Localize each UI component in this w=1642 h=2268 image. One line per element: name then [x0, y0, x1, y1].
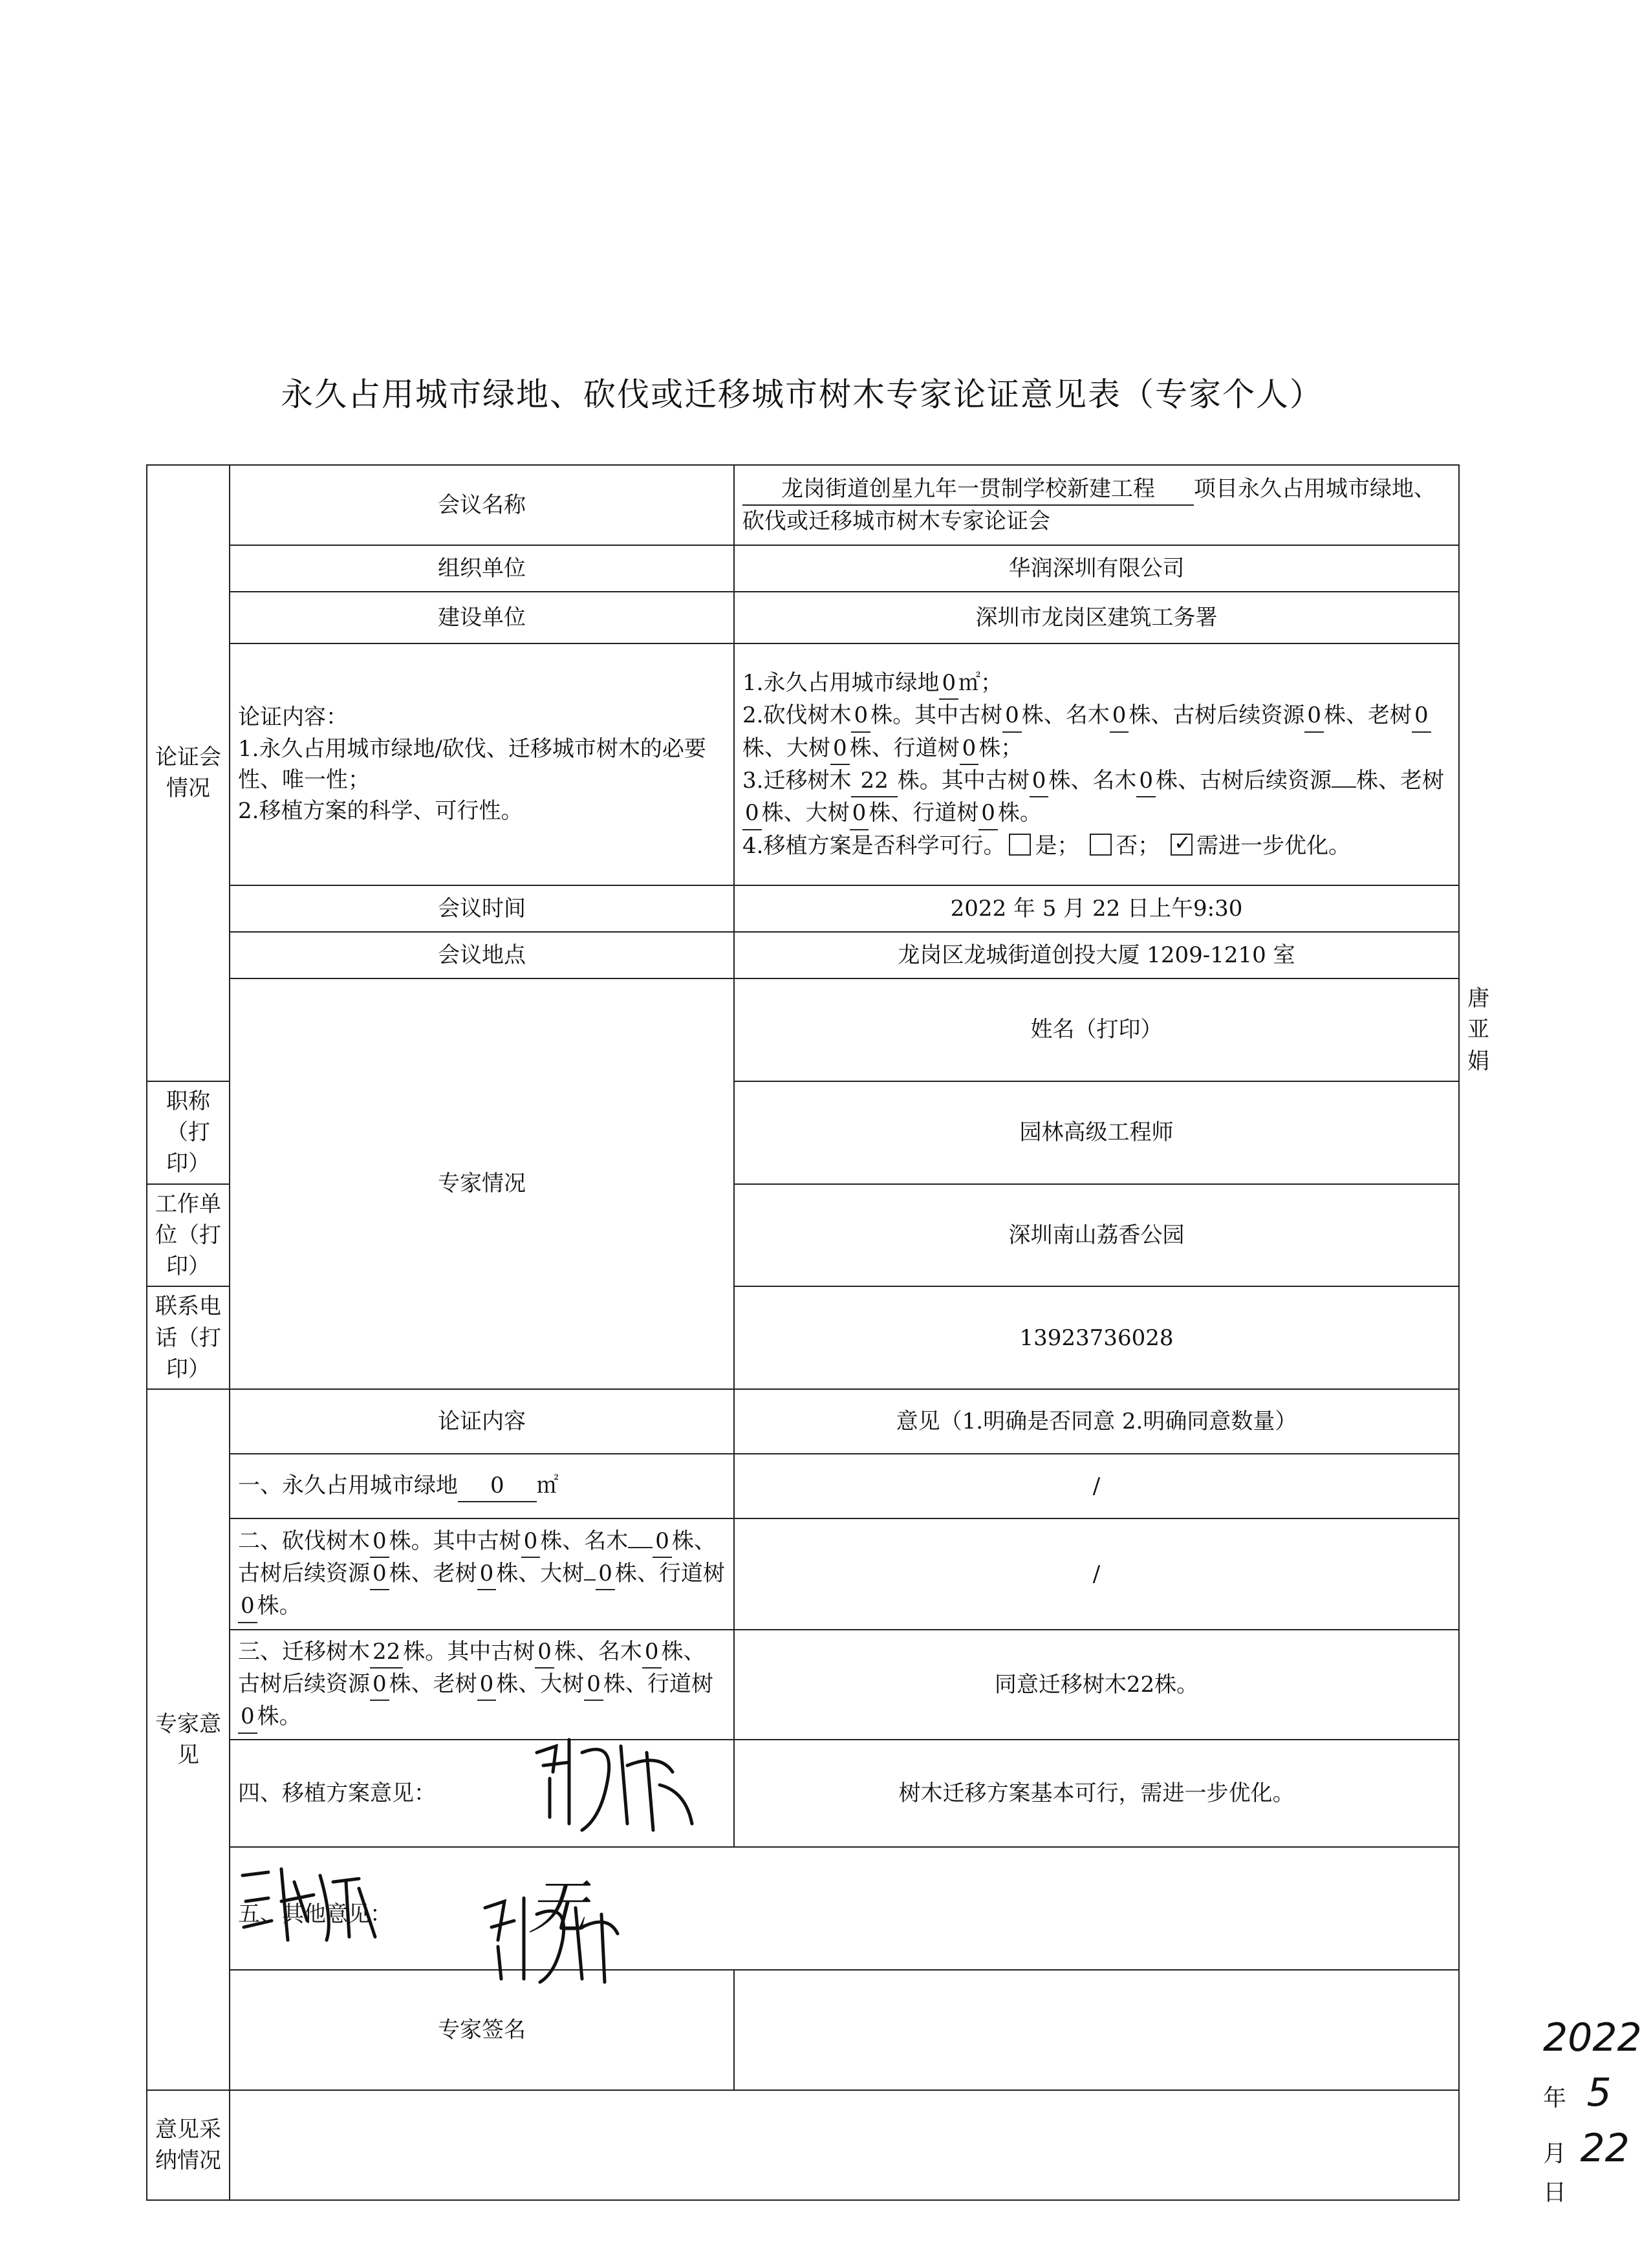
content-left-line-1: 1.永久占用城市绿地/砍伐、迁移城市树木的必要性、唯一性；: [238, 735, 706, 793]
content-line-4: 4.移植方案是否科学可行。 是； 否； ✓ 需进一步优化。: [742, 830, 1451, 861]
expert-phone-value: 13923736028: [734, 1286, 1459, 1389]
opinion-item-1-value: /: [734, 1454, 1459, 1518]
opinion-header-left: 论证内容: [230, 1389, 734, 1454]
opinion-item-4-label: 四、移植方案意见：: [230, 1740, 734, 1847]
content-left-line-0: 论证内容：: [238, 704, 348, 731]
builder-label: 建设单位: [230, 592, 734, 643]
place-value: 龙岗区龙城街道创投大厦 1209-1210 室: [734, 932, 1459, 978]
adoption-cell: [230, 2090, 1459, 2200]
expert-signature: [530, 1727, 698, 1837]
opinion-item-5: [230, 1847, 1459, 1970]
expert-name-label: 姓名（打印）: [734, 978, 1459, 1081]
section-signature-label: 专家签名: [230, 1970, 734, 2090]
opinion-item-2-value: /: [734, 1518, 1459, 1630]
signature-date: 2022 年 5 月 22 日: [1543, 2015, 1642, 2206]
content-line-2: 2.砍伐树木 0 株。其中古树 0 株、名木 0 株、古树后续资源 0 株、老树 0株、大树 0 株、行道树 0 株；: [742, 700, 1451, 765]
meeting-name-suffix: 项目永久占用城市绿地、砍伐或迁移城市树木专家论证会: [742, 475, 1436, 534]
handwritten-none: 无: [528, 1874, 587, 1943]
section-expert-label: 专家情况: [230, 978, 734, 1389]
checkbox-no[interactable]: [1090, 834, 1112, 856]
content-right: [734, 643, 1459, 885]
time-value: 2022 年 5 月 22 日上午9:30: [734, 885, 1459, 932]
content-line-1: 1.永久占用城市绿地 0 ㎡；: [742, 667, 1451, 700]
meeting-name-label: 会议名称: [230, 465, 734, 545]
adoption-signature: [479, 1888, 627, 1985]
section-meeting-label: 论证会情况: [147, 465, 230, 1081]
opinion-item-2: 二、砍伐树木 0 株。其中古树 0 株、名木 0 株、古树后续资源 0 株、老树 0 株、大树 0 株、行道树0 株。: [230, 1518, 734, 1630]
org-value: 华润深圳有限公司: [734, 545, 1459, 592]
opinion-form-table: 论证会情况 会议名称 龙岗街道创星九年一贯制学校新建工程 项目永久占用城市绿地、砍伐或迁移城市树木专家论证会 组织单位 华润深圳有限公司 建设单位 深圳市龙岗区建筑工务署 论证内容： 1.永久占用城市绿地/砍伐、迁移城市树木的必要性、唯一性； 2.移植方案的科学、可行性。 1.永久占用城市绿地 0 ㎡； 2.砍伐树木 0 株。其中古树 0 株、名木 0 株、古树后续资源 0 株、老树 0株、大树 0 株、行道树 0 株； 3.迁移树木 22 株。其中古树 0 株、名木 0 株、古树后续资源 株、老树0 株、大树 0 株、行道树 0 株。 4.移植方案是否科学可行。 是； 否； ✓ 需进一步优化。 会议时间 2022 年 5 月 22 日上午9:30 会议地点 龙岗区龙城街道创投大厦 1209-1210 室 专家情况 姓名（打印） 唐亚娟 职称（打印） 园林高级工程师 工作单位（打印） 深圳南山荔香公园 联系电话（打印） 13923736028 专家意见 论证内容 意见（1.明确是否同意 2.明确同意数量） 一、永久占用城市绿地 0 ㎡ / 二、砍伐树木 0 株。其中古树 0 株、名木 0 株、古树后续资源 0 株、老树 0 株、大树 0 株、行道树0 株。 / 三、迁移树木 22 株。其中古树 0 株、名木 0 株、古树后续资源 0 株、老树 0 株、大树 0 株、行道树0 株。 同意迁移树木22株。 四、移植方案意见： 树木迁移方案基本可行，需进一步优化。 五、其他意见： 无 专家签名 2022 年 5 月 22 日 意见采纳情况: [146, 464, 1460, 2201]
place-label: 会议地点: [230, 932, 734, 978]
opinion-item-3: 三、迁移树木 22 株。其中古树 0 株、名木 0 株、古树后续资源 0 株、老树 0 株、大树 0 株、行道树0 株。: [230, 1630, 734, 1740]
content-line-3: 3.迁移树木 22 株。其中古树 0 株、名木 0 株、古树后续资源 株、老树0 株、大树 0 株、行道树 0 株。: [742, 765, 1451, 830]
opinion-item-5-label: 五、其他意见：: [238, 1901, 392, 1928]
signature-cell: [734, 1970, 1642, 2206]
section-opinion-label: 专家意见: [147, 1389, 230, 2090]
meeting-name-value: [734, 465, 1459, 545]
org-label: 组织单位: [230, 545, 734, 592]
expert-unit-label: 工作单位（打印）: [147, 1184, 230, 1287]
expert-phone-label: 联系电话（打印）: [147, 1286, 230, 1389]
content-left: [230, 643, 734, 885]
adopted-handwriting: [236, 1863, 385, 1953]
checkbox-yes[interactable]: [1009, 834, 1031, 856]
opinion-item-3-value: 同意迁移树木22株。: [734, 1630, 1459, 1740]
section-adoption-label: 意见采纳情况: [147, 2090, 230, 2200]
project-name: 龙岗街道创星九年一贯制学校新建工程: [742, 473, 1194, 506]
document-title: 永久占用城市绿地、砍伐或迁移城市树木专家论证意见表（专家个人）: [281, 376, 1323, 413]
opinion-item-1: 一、永久占用城市绿地 0 ㎡: [230, 1454, 734, 1518]
opinion-header-right: 意见（1.明确是否同意 2.明确同意数量）: [734, 1389, 1459, 1454]
content-left-line-2: 2.移植方案的科学、可行性。: [238, 798, 523, 825]
checkbox-optimize-checked[interactable]: [1171, 834, 1193, 856]
time-label: 会议时间: [230, 885, 734, 932]
expert-unit-value: 深圳南山荔香公园: [734, 1184, 1459, 1287]
opinion-item-4-value: 树木迁移方案基本可行，需进一步优化。: [734, 1740, 1459, 1847]
expert-title-label: 职称（打印）: [147, 1081, 230, 1184]
builder-value: 深圳市龙岗区建筑工务署: [734, 592, 1459, 643]
expert-title-value: 园林高级工程师: [734, 1081, 1459, 1184]
